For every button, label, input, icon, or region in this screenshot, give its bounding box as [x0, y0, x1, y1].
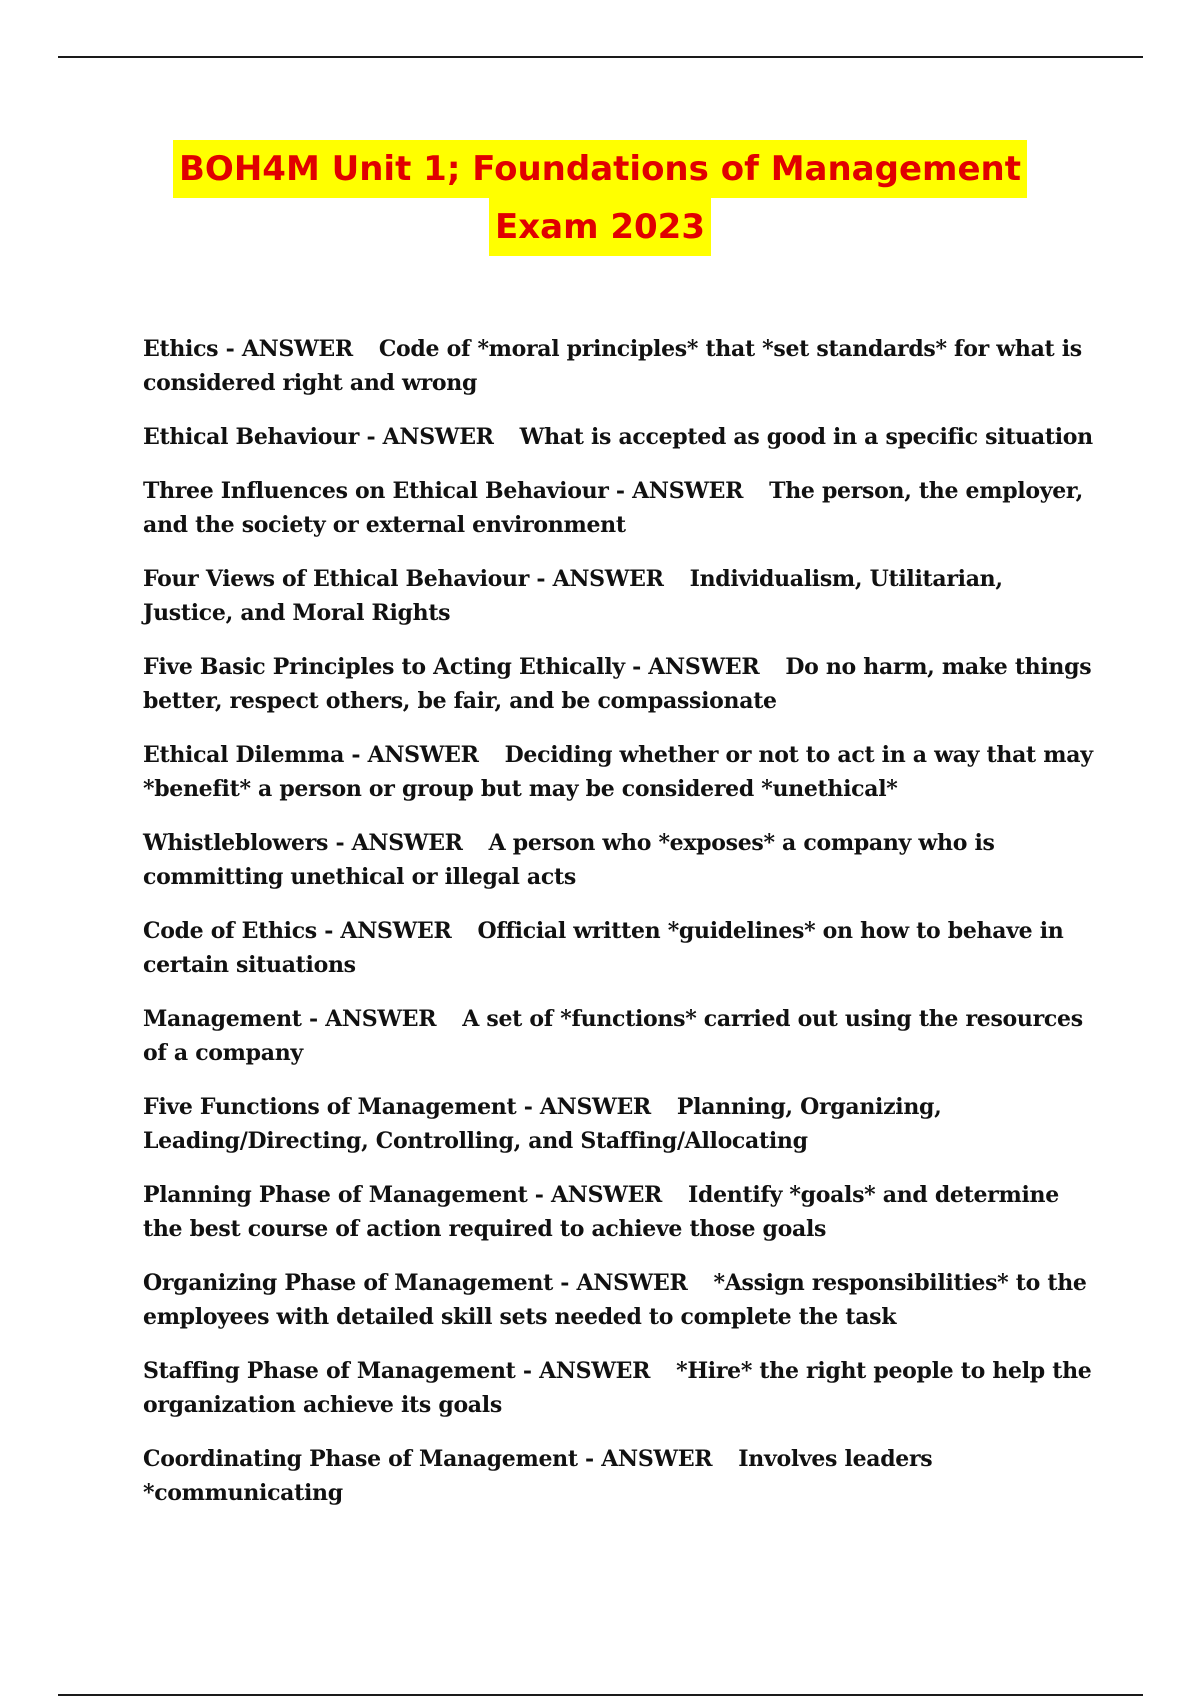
- qa-definition: A set of *functions* carried out using the resources of a company: [143, 1006, 1083, 1066]
- document-title: [0, 140, 1200, 256]
- qa-term: Staffing Phase of Management - ANSWER: [143, 1358, 651, 1384]
- bottom-rule: [58, 1694, 1143, 1696]
- qa-item: [143, 1090, 1093, 1158]
- qa-definition: A person who *exposes* a company who is committing unethical or illegal acts: [143, 830, 995, 890]
- qa-item: [143, 1266, 1093, 1334]
- qa-definition: Involves leaders *communicating: [143, 1446, 933, 1506]
- qa-item: [143, 332, 1093, 400]
- qa-definition: Deciding whether or not to act in a way that may *benefit* a person or group but may be considered *unethical*: [143, 742, 1093, 802]
- top-rule: [58, 56, 1143, 58]
- qa-term: Coordinating Phase of Management - ANSWER: [143, 1446, 713, 1472]
- title-line-1: BOH4M Unit 1; Foundations of Management: [173, 140, 1027, 198]
- qa-item: [143, 1178, 1093, 1246]
- qa-term: Planning Phase of Management - ANSWER: [143, 1182, 663, 1208]
- qa-term: Ethical Behaviour - ANSWER: [143, 424, 494, 450]
- qa-term: Organizing Phase of Management - ANSWER: [143, 1270, 688, 1296]
- qa-definition: Planning, Organizing, Leading/Directing, Controlling, and Staffing/Allocating: [143, 1094, 942, 1154]
- qa-term: Five Basic Principles to Acting Ethically - ANSWER: [143, 654, 760, 680]
- qa-item: [143, 1002, 1093, 1070]
- qa-item: [143, 420, 1093, 454]
- qa-term: Four Views of Ethical Behaviour - ANSWER: [143, 566, 664, 592]
- qa-item: [143, 650, 1093, 718]
- qa-definition: Official written *guidelines* on how to behave in certain situations: [143, 918, 1064, 978]
- qa-term: Ethics - ANSWER: [143, 336, 353, 362]
- qa-item: [143, 914, 1093, 982]
- qa-definition: What is accepted as good in a specific situation: [519, 424, 1093, 450]
- qa-definition: *Hire* the right people to help the organization achieve its goals: [143, 1358, 1092, 1418]
- qa-item: [143, 474, 1093, 542]
- qa-item: [143, 1442, 1093, 1510]
- qa-term: Code of Ethics - ANSWER: [143, 918, 452, 944]
- qa-item: [143, 826, 1093, 894]
- qa-definition: Individualism, Utilitarian, Justice, and Moral Rights: [143, 566, 1003, 626]
- qa-list: [143, 332, 1093, 1530]
- qa-definition: Do no harm, make things better, respect others, be fair, and be compassionate: [143, 654, 1092, 714]
- qa-definition: The person, the employer, and the society or external environment: [143, 478, 1083, 538]
- qa-item: [143, 1354, 1093, 1422]
- qa-term: Management - ANSWER: [143, 1006, 437, 1032]
- qa-definition: Identify *goals* and determine the best course of action required to achieve those goals: [143, 1182, 1059, 1242]
- qa-definition: Code of *moral principles* that *set standards* for what is considered right and wrong: [143, 336, 1082, 396]
- qa-item: [143, 738, 1093, 806]
- qa-term: Three Influences on Ethical Behaviour - ANSWER: [143, 478, 744, 504]
- qa-item: [143, 562, 1093, 630]
- qa-definition: *Assign responsibilities* to the employees with detailed skill sets needed to complete the task: [143, 1270, 1087, 1330]
- qa-term: Ethical Dilemma - ANSWER: [143, 742, 479, 768]
- qa-term: Five Functions of Management - ANSWER: [143, 1094, 651, 1120]
- title-line-2: Exam 2023: [489, 198, 711, 256]
- qa-term: Whistleblowers - ANSWER: [143, 830, 463, 856]
